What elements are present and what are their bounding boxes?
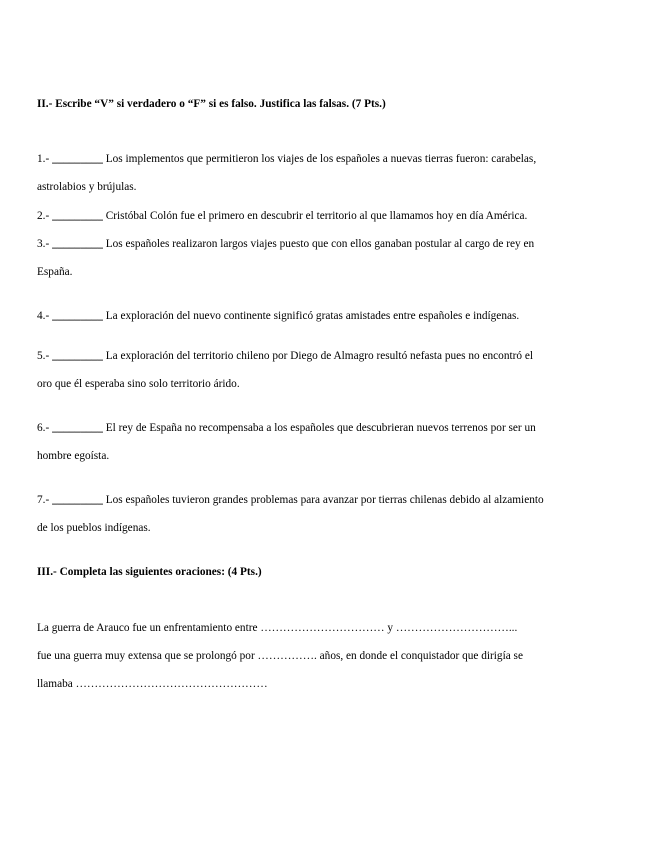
answer-blank[interactable]: _________ — [52, 210, 103, 222]
completion-line-2[interactable]: fue una guerra muy extensa que se prolongó por ……………. años, en donde el conquistador que dirigía se — [37, 650, 523, 662]
item-number: 3.- — [37, 238, 50, 250]
section-3-heading: III.- Completa las siguientes oraciones: (4 Pts.) — [37, 566, 262, 578]
item-text: Los españoles tuvieron grandes problemas para avanzar por tierras chilenas debido al alzamiento — [105, 494, 544, 506]
answer-blank[interactable]: _________ — [52, 238, 103, 250]
item-number: 1.- — [37, 153, 50, 165]
item-text: El rey de España no recompensaba a los españoles que descubrieran nuevos terrenos por ser un — [105, 422, 536, 434]
answer-blank[interactable]: _________ — [52, 422, 103, 434]
completion-line-3[interactable]: llamaba …………………………………………… — [37, 678, 268, 690]
answer-blank[interactable]: _________ — [52, 310, 103, 322]
section-2-heading: II.- Escribe “V” si verdadero o “F” si es falso. Justifica las falsas. (7 Pts.) — [37, 98, 386, 110]
completion-line-1[interactable]: La guerra de Arauco fue un enfrentamiento entre …………………………… y …………………………... — [37, 622, 518, 634]
item-text: La exploración del territorio chileno por Diego de Almagro resultó nefasta pues no encontró el — [105, 350, 534, 362]
item-number: 7.- — [37, 494, 50, 506]
item-text: La exploración del nuevo continente significó gratas amistades entre españoles e indígenas. — [105, 310, 520, 322]
item-number: 4.- — [37, 310, 50, 322]
answer-blank[interactable]: _________ — [52, 494, 103, 506]
item-number: 2.- — [37, 210, 50, 222]
item-number: 5.- — [37, 350, 50, 362]
item-number: 6.- — [37, 422, 50, 434]
item-text-cont: hombre egoísta. — [37, 450, 110, 462]
item-text: Cristóbal Colón fue el primero en descubrir el territorio al que llamamos hoy en día América. — [105, 210, 528, 222]
item-text: Los españoles realizaron largos viajes puesto que con ellos ganaban postular al cargo de rey en — [105, 238, 535, 250]
answer-blank[interactable]: _________ — [52, 350, 103, 362]
item-text: Los implementos que permitieron los viajes de los españoles a nuevas tierras fueron: carabelas, — [105, 153, 537, 165]
answer-blank[interactable]: _________ — [52, 153, 103, 165]
item-text-cont: de los pueblos indígenas. — [37, 522, 151, 534]
item-text-cont: España. — [37, 266, 73, 278]
item-text-cont: oro que él esperaba sino solo territorio árido. — [37, 378, 240, 390]
item-text-cont: astrolabios y brújulas. — [37, 181, 137, 193]
